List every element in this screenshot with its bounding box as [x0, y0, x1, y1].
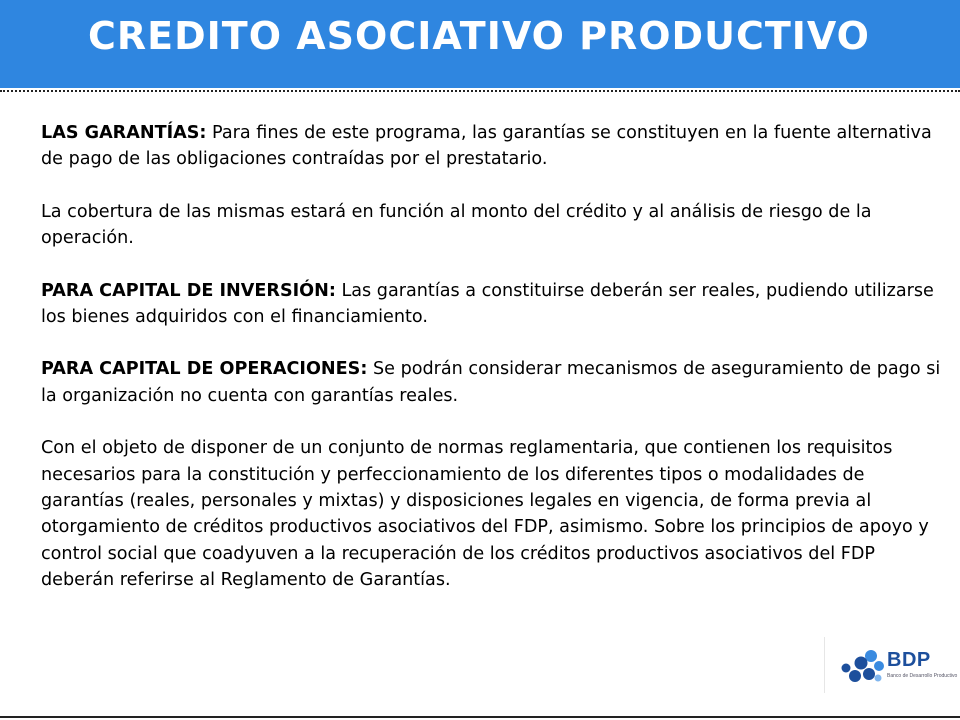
paragraph-text: Para fines de este programa, las garantías se constituyen en la fuente alternativa de pago de las obligaciones contraídas por el prestatario.	[41, 123, 932, 170]
paragraph-lead: PARA CAPITAL DE INVERSIÓN:	[41, 280, 336, 301]
paragraph-capital-operaciones	[41, 356, 941, 409]
logo-subtitle: Banco de Desarrollo Productivo	[887, 673, 958, 679]
body-text	[41, 120, 941, 620]
paragraph-text: La cobertura de las mismas estará en función al monto del crédito y al análisis de riesgo de la operación.	[41, 201, 872, 249]
paragraph-capital-inversion	[41, 278, 941, 331]
title-banner	[0, 0, 960, 88]
title-divider	[0, 90, 960, 92]
paragraph-garantias	[41, 120, 941, 173]
paragraph-text: Las garantías a constituirse deberán ser reales, pudiendo utilizarse los bienes adquiridos con el financiamiento.	[41, 280, 934, 328]
paragraph-text: Con el objeto de disponer de un conjunto de normas reglamentaria, que contienen los requisitos necesarios para la constitución y perfeccionamiento de los diferentes tipos o modalidades de garantías (reales, personales y mixtas) y disposiciones legales en vigencia, de forma previa al otorgamiento de créditos productivos asociativos del FDP, asimismo. Sobre los principios de apoyo y control social que coadyuven a la recuperación de los créditos productivos asociativos del FDP deberán referirse al Reglamento de Garantías.	[41, 438, 929, 591]
page-title: CREDITO ASOCIATIVO PRODUCTIVO	[88, 14, 870, 58]
bdp-logo	[824, 637, 960, 693]
paragraph-text: Se podrán considerar mecanismos de aseguramiento de pago si la organización no cuenta con garantías reales.	[41, 359, 941, 406]
paragraph-reglamento	[41, 435, 941, 593]
paragraph-cobertura	[41, 199, 941, 252]
paragraph-lead: PARA CAPITAL DE OPERACIONES:	[41, 359, 368, 380]
footer-divider	[0, 716, 960, 718]
hexagon-cluster-icon	[841, 649, 885, 685]
logo-wordmark: BDP	[887, 649, 931, 671]
paragraph-lead: LAS GARANTÍAS:	[41, 123, 207, 143]
